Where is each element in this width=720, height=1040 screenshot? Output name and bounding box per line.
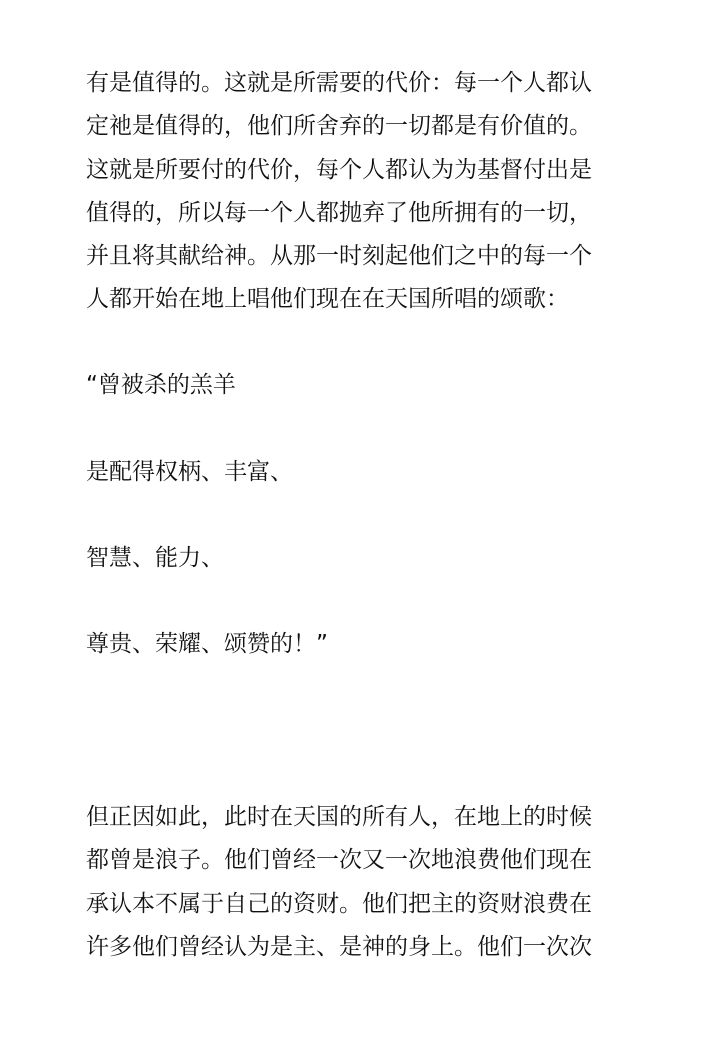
verse-line-1: “曾被杀的羔羊 <box>86 372 236 398</box>
verse-line-3: 智慧、能力、 <box>86 545 224 571</box>
text-line: 值得的，所以每一个人都抛弃了他所拥有的一切， <box>86 199 592 226</box>
text-line: 承认本不属于自己的资财。他们把主的资财浪费在 <box>86 890 592 917</box>
text-line: 但正因如此，此时在天国的所有人，在地上的时候 <box>86 804 592 830</box>
paragraph-1 <box>86 62 592 322</box>
verse-line-4: 尊贵、荣耀、颂赞的！” <box>86 631 328 657</box>
paragraph-2 <box>86 796 592 969</box>
text-line: 有是值得的。这就是所需要的代价：每一个人都认 <box>86 70 592 96</box>
text-line: 许多他们曾经认为是主、是神的身上。他们一次次 <box>86 933 592 960</box>
text-line: 定祂是值得的，他们所舍弃的一切都是有价值的。 <box>86 113 592 140</box>
verse-line-2: 是配得权柄、丰富、 <box>86 459 293 485</box>
text-line: 这就是所要付的代价，每个人都认为为基督付出是 <box>86 156 592 183</box>
text-line: 并且将其献给神。从那一时刻起他们之中的每一个 <box>86 243 592 270</box>
text-line: 人都开始在地上唱他们现在在天国所唱的颂歌： <box>86 286 569 313</box>
text-line: 都曾是浪子。他们曾经一次又一次地浪费他们现在 <box>86 847 592 874</box>
